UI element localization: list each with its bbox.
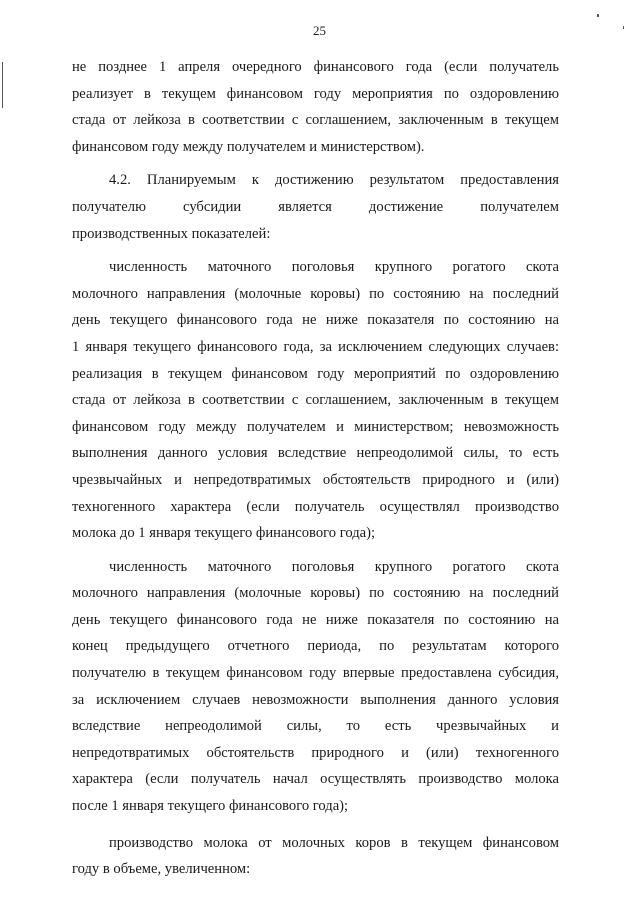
text-line: численность маточного поголовья крупного рогатого скота xyxy=(109,558,559,575)
text-line: техногенного характера (если получатель осуществлял производство xyxy=(72,498,559,515)
text-line: за исключением случаев невозможности выполнения данного условия xyxy=(72,691,559,708)
text-line: финансовом году между получателем и министерством). xyxy=(72,138,425,155)
text-line: молока до 1 января текущего финансового года); xyxy=(72,525,376,542)
text-line: производство молока от молочных коров в текущем финансовом xyxy=(109,834,559,851)
text-line: финансовом году между получателем и министерством; невозможность xyxy=(72,418,559,435)
text-line: стада от лейкоза в соответствии с соглашением, заключенным в текущем xyxy=(72,112,559,129)
text-line: молочного направления (молочные коровы) по состоянию на последний xyxy=(72,285,559,302)
text-line: молочного направления (молочные коровы) по состоянию на последний xyxy=(72,585,559,602)
text-line: выполнения данного условия вследствие непреодолимой силы, то есть xyxy=(72,445,559,462)
text-line: году в объеме, увеличенном: xyxy=(72,861,251,878)
text-line: реализация в текущем финансовом году мероприятий по оздоровлению xyxy=(72,365,559,382)
text-line: вследствие непреодолимой силы, то есть чрезвычайных и xyxy=(72,718,559,735)
text-line: чрезвычайных и непредотвратимых обстоятельств природного и (или) xyxy=(72,471,559,488)
text-line: характера (если получатель начал осуществлять производство молока xyxy=(72,771,559,788)
scan-artifact-right xyxy=(623,26,624,29)
scan-artifact-left xyxy=(2,62,3,108)
text-line: день текущего финансового года не ниже показателя по состоянию на xyxy=(72,312,559,329)
text-line: численность маточного поголовья крупного рогатого скота xyxy=(109,259,559,276)
text-line: не позднее 1 апреля очередного финансового года (если получатель xyxy=(72,59,559,75)
text-line: 1 января текущего финансового года, за исключением следующих случаев: xyxy=(72,338,559,355)
document-body xyxy=(72,54,559,883)
page-number: 25 xyxy=(313,23,326,38)
text-line: получателю субсидии является достижение получателем xyxy=(72,198,559,215)
text-line: реализует в текущем финансовом году мероприятия по оздоровлению xyxy=(72,85,559,102)
scan-artifact-top-right xyxy=(597,14,599,17)
text-line: после 1 января текущего финансового года); xyxy=(72,798,349,815)
text-line: получателю в текущем финансовом году впервые предоставлена субсидия, xyxy=(72,665,559,682)
text-line: конец предыдущего отчетного периода, по результатам которого xyxy=(72,638,559,655)
text-line: стада от лейкоза в соответствии с соглашением, заключенным в текущем xyxy=(72,392,559,409)
text-line: производственных показателей: xyxy=(72,225,271,242)
text-line: 4.2. Планируемым к достижению результатом предоставления xyxy=(109,172,559,189)
text-line: день текущего финансового года не ниже показателя по состоянию на xyxy=(72,611,559,628)
text-line: непредотвратимых обстоятельств природного и (или) техногенного xyxy=(72,744,559,761)
